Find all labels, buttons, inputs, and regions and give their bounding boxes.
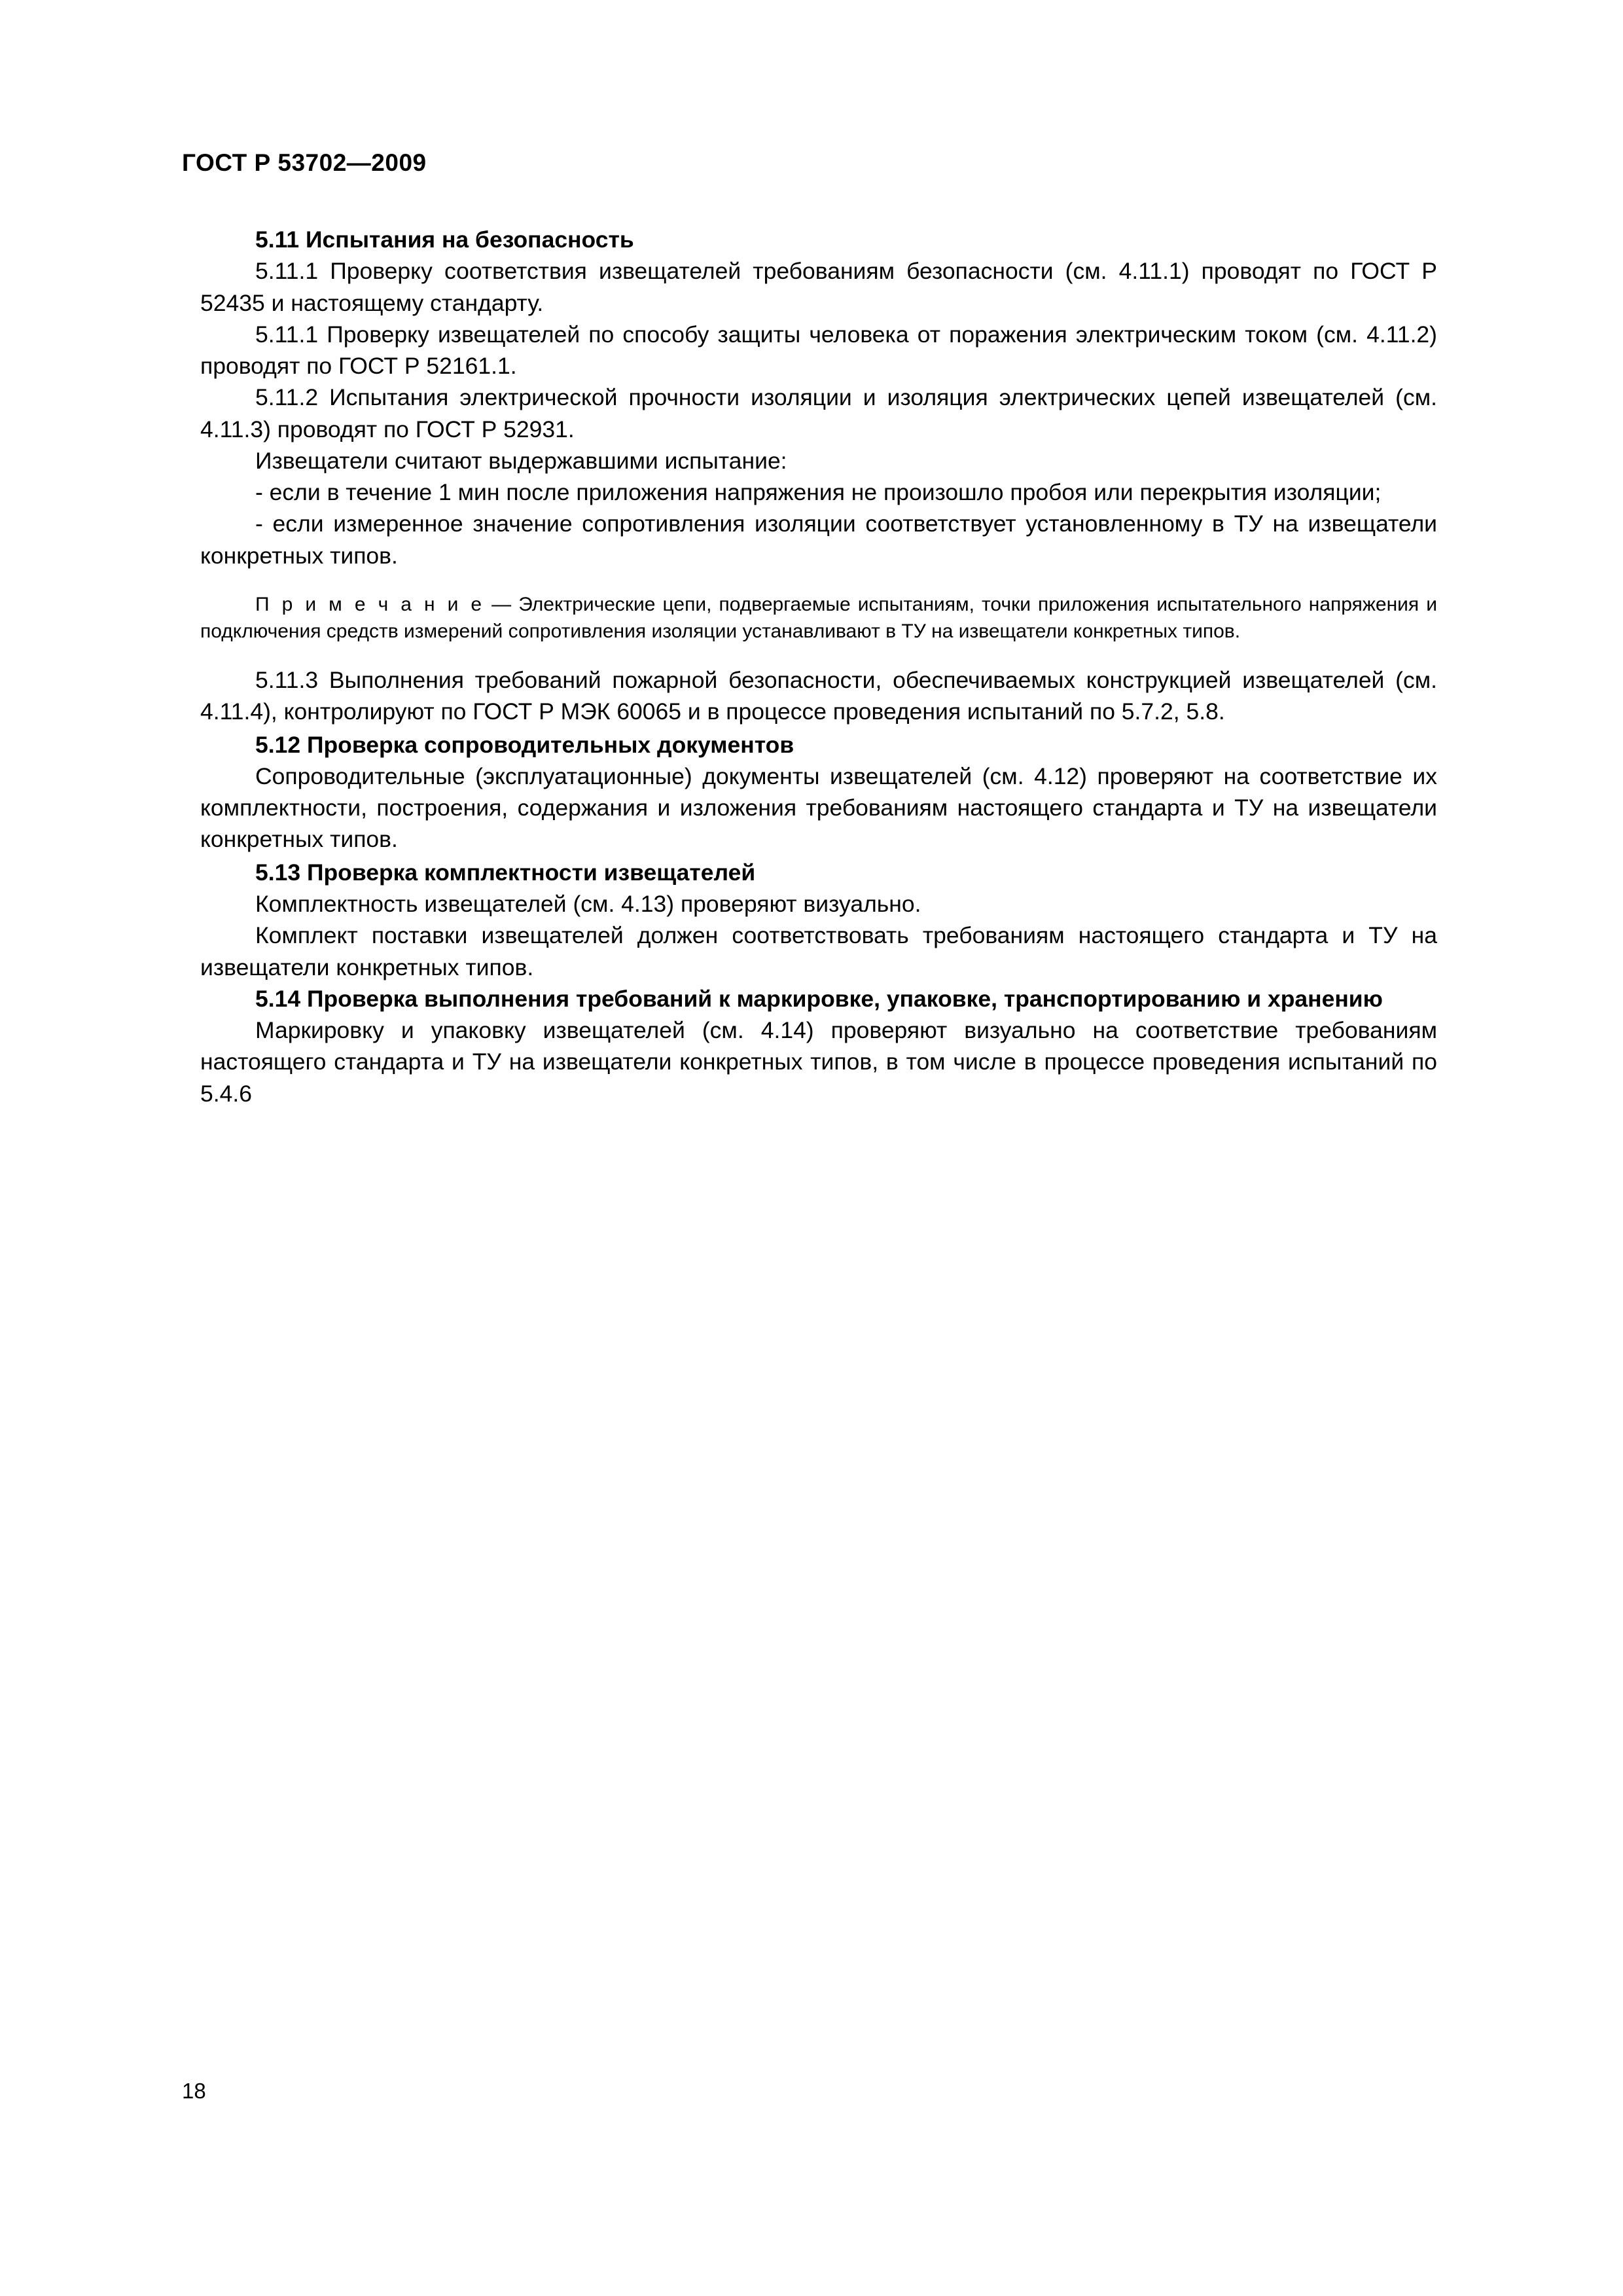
note-block xyxy=(200,591,1437,645)
paragraph-withstand-intro: Извещатели считают выдержавшими испытание: xyxy=(255,447,787,474)
paragraph-5-14: Маркировку и упаковку извещателей (см. 4.14) проверяют визуально на соответствие требованиям настоящего стандарта и ТУ на извещатели конкретных типов, в том числе в процессе проведения испытаний по 5.4.6 xyxy=(200,1017,1437,1107)
paragraph-condition-1: - если в течение 1 мин после приложения напряжения не произошло пробоя или перекрытия изоляции; xyxy=(255,479,1382,506)
page-content xyxy=(182,149,1445,1109)
paragraph-5-13-b: Комплект поставки извещателей должен соответствовать требованиям настоящего стандарта и ТУ на извещатели конкретных типов. xyxy=(200,922,1437,980)
paragraph-5-11-2: 5.11.2 Испытания электрической прочности изоляции и изоляция электрических цепей извещателей (см. 4.11.3) проводят по ГОСТ Р 52931. xyxy=(200,384,1437,442)
paragraph-5-12: Сопроводительные (эксплуатационные) документы извещателей (см. 4.12) проверяют на соответствие их комплектности, построения, содержания и изложения требованиям настоящего стандарта и ТУ на извещатели конкретных типов. xyxy=(200,762,1437,853)
document-standard-header: ГОСТ Р 53702—2009 xyxy=(182,149,427,176)
paragraph-condition-2: - если измеренное значение сопротивления изоляции соответствует установленному в ТУ на извещатели конкретных типов. xyxy=(200,511,1437,569)
section-heading-5-14: 5.14 Проверка выполнения требований к маркировке, упаковке, транспортированию и хранению xyxy=(255,985,1383,1012)
document-body xyxy=(200,224,1437,1109)
section-heading-5-13: 5.13 Проверка комплектности извещателей xyxy=(255,859,756,886)
paragraph-5-11-1-a: 5.11.1 Проверку соответствия извещателей требованиям безопасности (см. 4.11.1) проводят по ГОСТ Р 52435 и настоящему стандарту. xyxy=(200,258,1437,316)
paragraph-5-11-3: 5.11.3 Выполнения требований пожарной безопасности, обеспечиваемых конструкцией извещателей (см. 4.11.4), контролируют по ГОСТ Р МЭК 60065 и в процессе проведения испытаний по 5.7.2, 5.8. xyxy=(200,667,1437,725)
note-text: — Электрические цепи, подвергаемые испытаниям, точки приложения испытательного напряжения и подключения средств измерений сопротивления изоляции устанавливают в ТУ на извещатели конкретных типов. xyxy=(200,593,1437,643)
paragraph-5-11-1-b: 5.11.1 Проверку извещателей по способу защиты человека от поражения электрическим током (см. 4.11.2) проводят по ГОСТ Р 52161.1. xyxy=(200,321,1437,380)
section-heading-5-12: 5.12 Проверка сопроводительных документов xyxy=(255,731,794,758)
note-label: П р и м е ч а н и е xyxy=(255,593,485,615)
page-number: 18 xyxy=(182,2079,206,2103)
section-heading-5-11: 5.11 Испытания на безопасность xyxy=(255,226,634,253)
paragraph-5-13-a: Комплектность извещателей (см. 4.13) проверяют визуально. xyxy=(255,890,921,917)
